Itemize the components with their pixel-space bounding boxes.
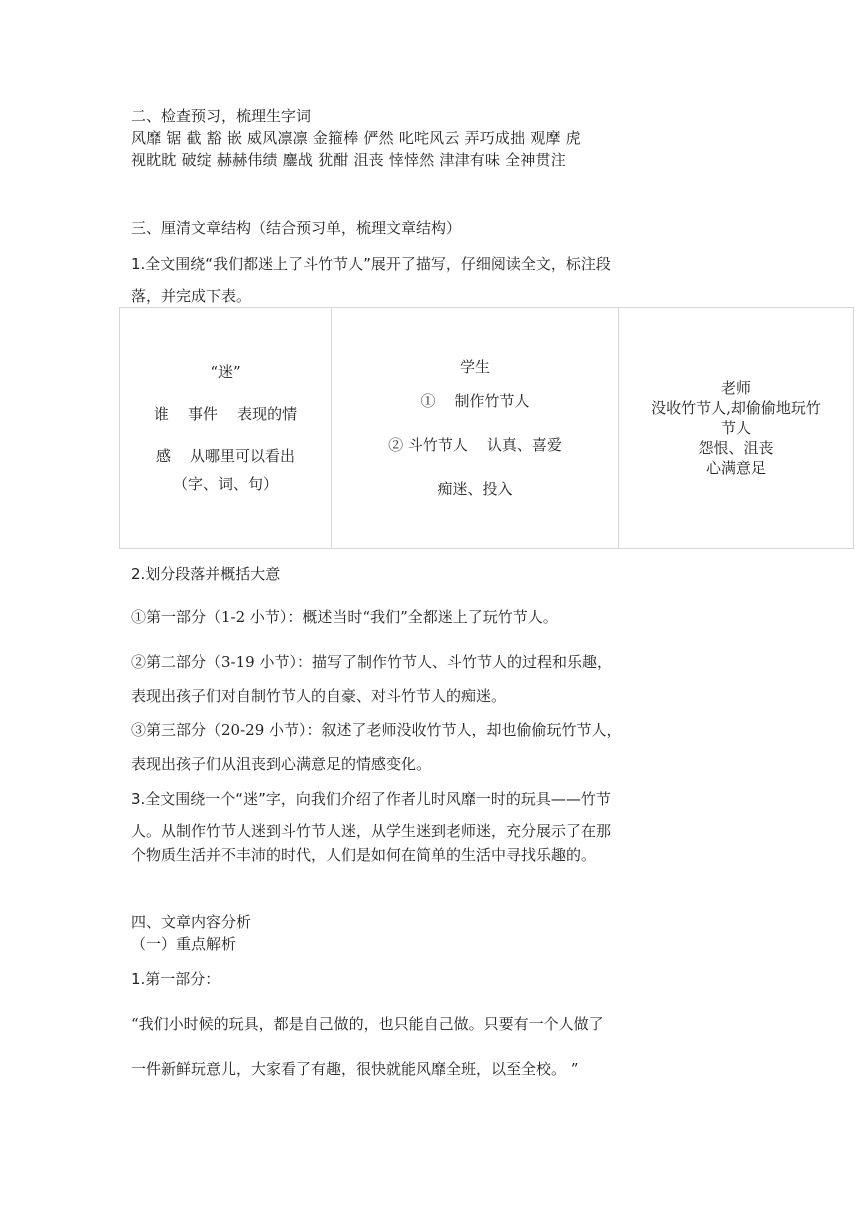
structure-table (119, 307, 854, 549)
cell-title: “迷” (210, 363, 241, 381)
question1-line1: 1.全文围绕“我们都迷上了斗竹节人”展开了描写，仔细阅读全文，标注段 (131, 255, 611, 273)
table-cell-teacher (619, 308, 854, 549)
question3-line3: 个物质生活并不丰沛的时代，人们是如何在简单的生活中寻找乐趣的。 (131, 846, 597, 864)
section4-heading: 四、文章内容分析 (131, 913, 252, 931)
table-cell-students (332, 308, 619, 549)
cell-line: 谁 事件 表现的情 (153, 405, 298, 423)
table-cell-criteria (120, 308, 332, 549)
question1-line2: 落，并完成下表。 (131, 287, 252, 305)
section4-subheading: （一）重点解析 (131, 935, 237, 953)
vocab-line-1: 风靡 锯 截 豁 嵌 威风凛凛 金箍棒 俨然 叱咤风云 弄巧成拙 观摩 虎 (131, 129, 581, 147)
section2-heading: 二、检查预习，梳理生字词 (131, 107, 312, 125)
part2-summary-line2: 表现出孩子们对自制竹节人的自豪、对斗竹节人的痴迷。 (131, 687, 507, 705)
part2-summary-line1: ②第二部分（3-19 小节）：描写了制作竹节人、斗竹节人的过程和乐趣， (131, 653, 612, 671)
quote-line1: “我们小时候的玩具，都是自己做的，也只能自己做。只要有一个人做了 (131, 1015, 604, 1033)
item1-heading: 1.第一部分： (131, 970, 221, 988)
cell-title: 老师 (720, 379, 751, 397)
question3-line1: 3.全文围绕一个“迷”字，向我们介绍了作者儿时风靡一时的玩具——竹节 (131, 790, 611, 808)
cell-line: 心满意足 (705, 459, 766, 477)
part3-summary-line2: 表现出孩子们从沮丧到心满意足的情感变化。 (131, 755, 432, 773)
cell-line: 没收竹节人,却偷偷地玩竹 (651, 399, 821, 417)
cell-title: 学生 (459, 358, 490, 376)
cell-line: 痴迷、投入 (437, 480, 513, 498)
question2-heading: 2.划分段落并概括大意 (131, 565, 281, 583)
part3-summary-line1: ③第三部分（20-29 小节）：叙述了老师没收竹节人，却也偷偷玩竹节人， (131, 721, 622, 739)
section3-heading: 三、厘清文章结构（结合预习单，梳理文章结构） (131, 219, 462, 237)
vocab-line-2: 视眈眈 破绽 赫赫伟绩 鏖战 犹酣 沮丧 悻悻然 津津有味 全神贯注 (131, 151, 566, 169)
cell-line: 怨恨、沮丧 (698, 439, 774, 457)
cell-line: 感 从哪里可以看出 (155, 447, 296, 465)
part1-summary: ①第一部分（1-2 小节）：概述当时“我们”全都迷上了玩竹节人。 (131, 608, 558, 626)
cell-line: 节人 (720, 419, 751, 437)
cell-line: ① 制作竹节人 (420, 392, 530, 410)
quote-line2: 一件新鲜玩意儿，大家看了有趣，很快就能风靡全班，以至全校。 ” (131, 1060, 579, 1078)
question3-line2: 人。从制作竹节人迷到斗竹节人迷，从学生迷到老师迷，充分展示了在那 (131, 822, 612, 840)
cell-line: ② 斗竹节人 认真、喜爱 (388, 436, 562, 454)
cell-line: （字、词、句） (172, 475, 278, 493)
